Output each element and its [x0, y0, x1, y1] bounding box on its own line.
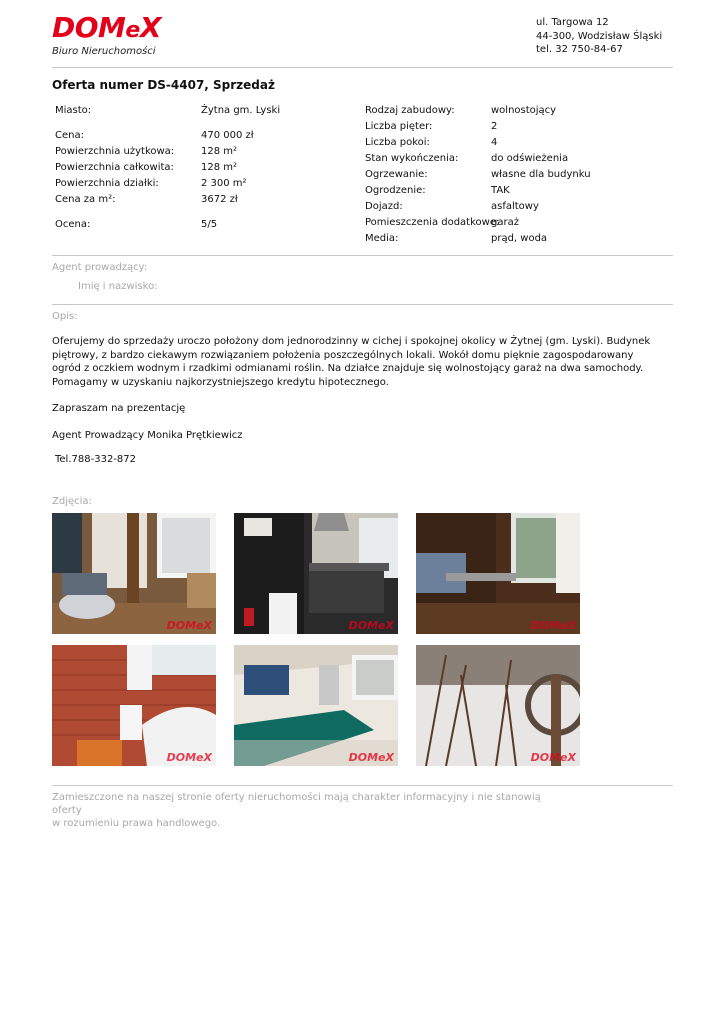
- detail-row-city: Miasto: Żytna gm. Lyski: [55, 105, 281, 116]
- disclaimer-line: w rozumieniu prawa handlowego.: [52, 818, 221, 829]
- details-right: [365, 103, 591, 247]
- agent-section-label: Agent prowadzący:: [52, 262, 148, 273]
- detail-row-access-road: Dojazd: asfaltowy: [365, 201, 539, 212]
- detail-row-usable-area: Powierzchnia użytkowa: 128 m²: [55, 146, 238, 157]
- address-street: ul. Targowa 12: [536, 17, 609, 28]
- address-city: 44-300, Wodzisław Śląski: [536, 30, 663, 42]
- detail-row-utilities: Media: prąd, woda: [365, 233, 548, 244]
- detail-row-rooms: Liczba pokoi: 4: [365, 137, 498, 148]
- footer-divider: [52, 785, 673, 786]
- detail-row-plot-area: Powierzchnia działki: 2 300 m²: [55, 178, 247, 189]
- disclaimer-line: Zamieszczone na naszej stronie oferty nieruchomości mają charakter informacyjny i nie stanowią oferty: [52, 792, 541, 816]
- description-phone: Tel.788-332-872: [55, 454, 136, 465]
- photo-watermark: DOMeX: [348, 751, 394, 764]
- detail-row-building-type: Rodzaj zabudowy: wolnostojący: [365, 105, 557, 116]
- company-logo: [52, 11, 161, 57]
- logo-subtitle: Biuro Nieruchomości: [52, 46, 156, 57]
- header-divider: [52, 67, 673, 68]
- detail-row-rating: Ocena: 5/5: [55, 219, 218, 230]
- offer-title: Oferta numer DS-4407, Sprzedaż: [52, 78, 275, 92]
- description-text: [52, 335, 664, 467]
- address-phone: tel. 32 750-84-67: [536, 44, 623, 55]
- description-paragraph: Pomagamy w uzyskaniu najkorzystniejszego kredytu hipotecznego.: [52, 376, 389, 388]
- description-invitation: Zapraszam na prezentację: [52, 403, 186, 414]
- photo-living-room[interactable]: [52, 513, 216, 634]
- detail-row-extra-rooms: Pomieszczenia dodatkowe: garaż: [365, 217, 519, 228]
- description-paragraph: Oferujemy do sprzedaży uroczo położony dom jednorodzinny w cichej i spokojnej okolicy w Żytnej (gm. Lyski). Budynek piętrowy, z bardzo ciekawym rozwiązaniem położenia poszczególnych lokali. Wokół domu pięknie zagospodarowany ogród z oczkiem wodnym i rzadkimi odmianami roślin. Na działce znajduje się wolnostojący garaż na dwa samochody.: [52, 336, 651, 374]
- detail-row-heating: Ogrzewanie: własne dla budynku: [365, 169, 591, 180]
- photo-bedroom[interactable]: [416, 513, 580, 634]
- disclaimer: [52, 791, 572, 830]
- photo-upstairs-room[interactable]: [234, 645, 398, 766]
- photos-section-label: Zdjęcia:: [52, 496, 92, 507]
- photo-watermark: DOMeX: [166, 751, 212, 764]
- photo-bathroom[interactable]: [52, 645, 216, 766]
- photo-watermark: DOMeX: [166, 619, 212, 632]
- photo-kitchen[interactable]: [234, 513, 398, 634]
- description-section-label: Opis:: [52, 311, 78, 322]
- detail-row-total-area: Powierzchnia całkowita: 128 m²: [55, 162, 238, 173]
- detail-row-fencing: Ogrodzenie: TAK: [365, 185, 510, 196]
- logo-wordmark: DOMeX: [52, 11, 161, 44]
- photo-watermark: DOMeX: [530, 619, 576, 632]
- photo-garden[interactable]: [416, 645, 580, 766]
- detail-row-price: Cena: 470 000 zł: [55, 130, 254, 141]
- photo-watermark: DOMeX: [530, 751, 576, 764]
- detail-row-condition: Stan wykończenia: do odświeżenia: [365, 153, 569, 164]
- company-address: [536, 16, 662, 57]
- description-agent: Agent Prowadzący Monika Prętkiewicz: [52, 429, 243, 441]
- agent-divider: [52, 304, 673, 305]
- details-divider: [52, 255, 673, 256]
- photo-watermark: DOMeX: [348, 619, 394, 632]
- details-left: [55, 103, 280, 233]
- detail-row-floors: Liczba pięter: 2: [365, 121, 498, 132]
- agent-name-label: Imię i nazwisko:: [78, 281, 158, 292]
- detail-row-price-per-m2: Cena za m²: 3672 zł: [55, 194, 238, 205]
